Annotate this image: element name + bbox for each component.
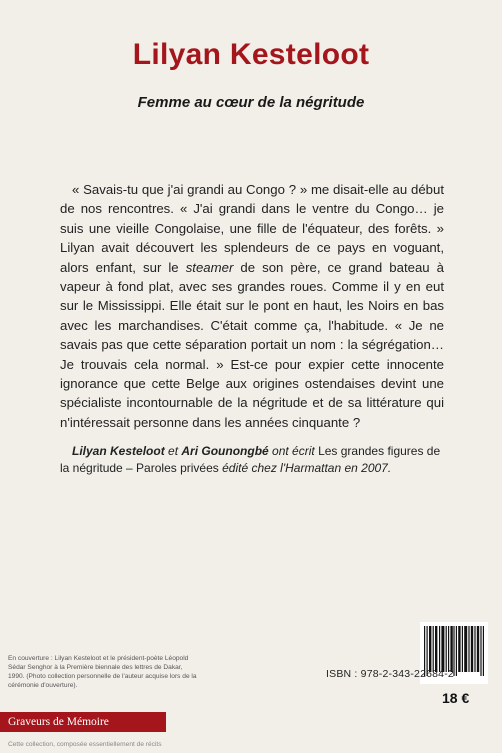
- credit-book-title: Les grandes figures de la négritude – Paroles privées: [60, 444, 441, 475]
- credit-and: et: [164, 444, 182, 458]
- blurb-part-1: « Savais-tu que j'ai grandi au Congo ? » me disait-elle au début de nos rencontres. « J'ai grandi dans le ventre du Congo… je suis une vieille Congolaise, une fille de l'équateur, des forêts. » Lilyan avait découvert les splendeurs de ce pays en voguant, alors enfant, sur le: [60, 182, 444, 275]
- credit-publisher: chez l'Harmattan en 2007.: [251, 461, 392, 475]
- author-title: Lilyan Kesteloot: [132, 38, 370, 71]
- blurb-text: [60, 180, 444, 432]
- cover-photo-caption: En couverture : Lilyan Kesteloot et le président-poète Léopold Sédar Senghor à la Première biennale des lettres de Dakar, 1990. (Photo collection personnelle de l'auteur acquise lors de la cérémonie d'ouverture).: [8, 655, 197, 689]
- blurb-steamer: steamer: [185, 259, 234, 275]
- collection-banner: Graveurs de Mémoire: [0, 712, 166, 732]
- author-credits: [60, 443, 444, 477]
- collection-note: Cette collection, composée essentiellement de récits: [8, 741, 162, 748]
- blurb-part-2: de son père, ce grand bateau à vapeur à fond plat, avec ses grandes roues. Comme il y en eut sur le Mississippi. Elle était sur le pont en haut, les Noirs en bas avec les marchandises. C'était comme ça, l'habitude. « Je ne savais pas que cette séparation portait un nom : la ségrégation… Je trouvais cela normal. » Est-ce pour expier cette innocente ignorance que cette Belge aux origines ostendaises devint une spécialiste incontournable de la négritude et de sa littérature qui n'intéressait personne dans les années cinquante ?: [60, 259, 445, 430]
- book-subtitle: Femme au cœur de la négritude: [137, 94, 365, 111]
- credit-wrote: ont écrit: [268, 444, 319, 458]
- credit-author-1: Lilyan Kesteloot: [72, 444, 165, 458]
- credit-author-2: Ari Gounongbé: [181, 444, 269, 458]
- credit-edited: édité: [218, 461, 252, 475]
- isbn: ISBN : 978-2-343-22684-2: [326, 668, 454, 680]
- price: 18 €: [442, 690, 470, 706]
